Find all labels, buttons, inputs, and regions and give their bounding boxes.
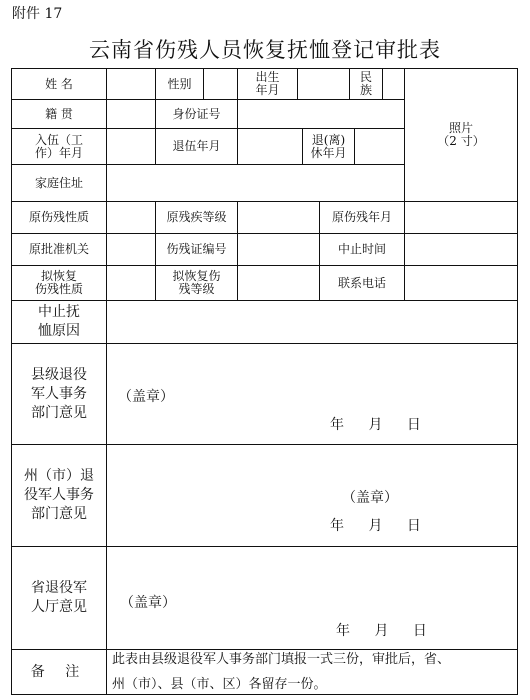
city-date-text: 年 月 日 <box>330 518 421 534</box>
remarks-label: 备 注 <box>11 649 106 694</box>
city-opinion-area[interactable] <box>106 444 517 546</box>
orig-disability-nature-label: 原伤残性质 <box>11 201 106 233</box>
gender-value[interactable] <box>203 68 237 99</box>
phone-value[interactable] <box>404 265 517 300</box>
county-date-text: 年 月 日 <box>330 417 421 433</box>
city-seal-text: （盖章） <box>342 490 398 506</box>
city-opinion-label: 州（市）退 役军人事务 部门意见 <box>11 444 106 546</box>
certificate-number-value[interactable] <box>237 233 319 265</box>
remarks-text: 此表由县级退役军人事务部门填报一式三份，审批后，省、 州（市）、县（市、区）各留存一份。 <box>112 652 451 692</box>
native-place-label: 籍 贯 <box>11 99 106 128</box>
home-address-label: 家庭住址 <box>11 164 106 201</box>
new-disability-grade-label: 拟恢复伤 残等级 <box>155 265 237 300</box>
home-address-value[interactable] <box>106 164 404 201</box>
phone-label: 联系电话 <box>319 265 404 300</box>
form-title: 云南省伤残人员恢复抚恤登记审批表 <box>89 38 441 62</box>
stop-reason-value[interactable] <box>106 300 517 343</box>
certificate-number-label: 伤残证编号 <box>155 233 237 265</box>
province-date-text: 年 月 日 <box>336 623 427 639</box>
name-label: 姓 名 <box>11 68 106 99</box>
stop-time-label: 中止时间 <box>319 233 404 265</box>
orig-disability-grade-value[interactable] <box>237 201 319 233</box>
enlist-date-value[interactable] <box>106 128 155 164</box>
retire-date-label: 退(离) 休年月 <box>302 128 354 164</box>
ethnic-value[interactable] <box>382 68 404 99</box>
retire-date-value[interactable] <box>354 128 404 164</box>
stop-time-value[interactable] <box>404 233 517 265</box>
attachment-label: 附件 17 <box>12 6 63 22</box>
photo-cell[interactable]: 照片 （2 寸） <box>404 68 517 201</box>
enlist-date-label: 入伍（工 作）年月 <box>11 128 106 164</box>
county-opinion-label: 县级退役 军人事务 部门意见 <box>11 343 106 444</box>
discharge-date-value[interactable] <box>237 128 302 164</box>
new-disability-nature-label: 拟恢复 伤残性质 <box>11 265 106 300</box>
table-right-border <box>517 68 518 695</box>
province-seal-text: （盖章） <box>120 595 176 611</box>
native-place-value[interactable] <box>106 99 155 128</box>
table-bottom-border <box>11 694 518 695</box>
orig-authority-value[interactable] <box>106 233 155 265</box>
birth-label: 出生 年月 <box>237 68 297 99</box>
orig-disability-grade-label: 原残疾等级 <box>155 201 237 233</box>
county-seal-text: （盖章） <box>118 389 174 405</box>
new-disability-grade-value[interactable] <box>237 265 319 300</box>
new-disability-nature-value[interactable] <box>106 265 155 300</box>
province-opinion-label: 省退役军 人厅意见 <box>11 546 106 649</box>
discharge-date-label: 退伍年月 <box>155 128 237 164</box>
orig-authority-label: 原批准机关 <box>11 233 106 265</box>
id-number-value[interactable] <box>237 99 404 128</box>
ethnic-label: 民 族 <box>349 68 382 99</box>
orig-disability-date-value[interactable] <box>404 201 517 233</box>
orig-disability-nature-value[interactable] <box>106 201 155 233</box>
orig-disability-date-label: 原伤残年月 <box>319 201 404 233</box>
birth-value[interactable] <box>297 68 349 99</box>
name-value[interactable] <box>106 68 155 99</box>
stop-reason-label: 中止抚 恤原因 <box>11 300 106 343</box>
id-number-label: 身份证号 <box>155 99 237 128</box>
gender-label: 性别 <box>155 68 203 99</box>
